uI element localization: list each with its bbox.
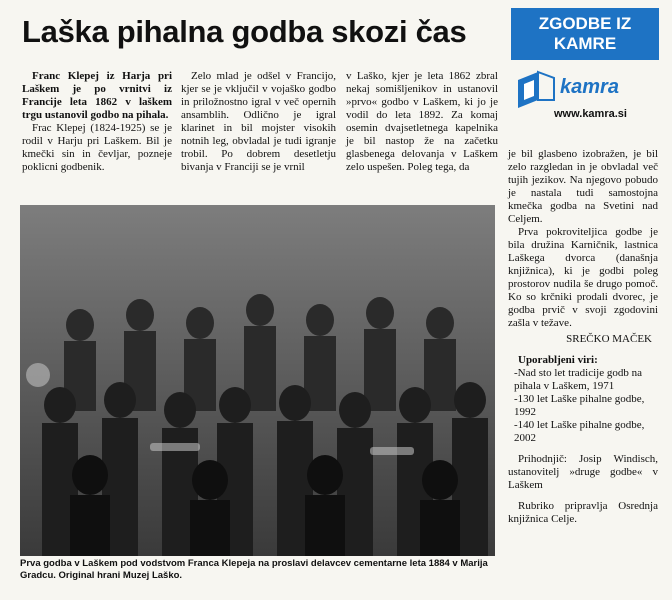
column-1 [22, 70, 172, 174]
column-credit: Rubriko pripravlja Osrednja knjižnica Celje. [508, 500, 658, 525]
article-paragraph: v Laško, kjer je leta 1862 zbral nekaj somišljenikov in ustanovil »prvo« godbo v Laškem, ki jo je vodil do leta 1892. Za komaj osemin dvajsetletnega kapelnika je bil nastop že na začetku glasbenega delovanja v Laškem zelo uspešen. Poleg tega, da [346, 70, 498, 173]
source-item: -130 let Laške pihalne godbe, 1992 [514, 393, 645, 418]
kamra-logo-icon [514, 70, 558, 108]
article-paragraph: Zelo mlad je odšel v Francijo, kjer se je vključil v vojaško godbo in priložnostno igral v več opernih ansamblih. Odlično je igral klarinet in bil mojster visokih notnih leg, obvladal je tudi igranje trobil. Po dobrem desetletju bivanja v Franciji se je vrnil [181, 70, 336, 173]
author-byline: SREČKO MAČEK [566, 333, 652, 345]
kamra-logo-word: kamra [560, 76, 619, 98]
lead-paragraph: Franc Klepej iz Harja pri Laškem je po vrnitvi iz Francije leta 1862 v laškem trgu ustanovil godbo na pihala. [22, 70, 172, 121]
column-2 [181, 70, 336, 174]
section-badge [511, 8, 659, 60]
next-episode-note: Prihodnjič: Josip Windisch, ustanovitelj »druge godbe« v Laškem [508, 453, 658, 491]
page-title: Laška pihalna godba skozi čas [22, 14, 467, 49]
kamra-logo [514, 70, 662, 130]
article-paragraph: Prva pokroviteljica godbe je bila družina Karničnik, lastnica Laškega dvorca (današnja knjižnica), ki je godbi poleg prostorov nudila še drugo pomoč. Ko so krčniki prodali dvorec, je godba prvič v svoji zgodovini zašla v težave. [508, 226, 658, 329]
photo-caption: Prva godba v Laškem pod vodstvom Franca Klepeja na proslavi delavcev cementarne leta 1884 v Marija Gradcu. Original hrani Muzej Laško. [20, 558, 488, 581]
band-photo-illustration [20, 205, 495, 556]
historic-band-photo [20, 205, 495, 556]
article-paragraph: je bil glasbeno izobražen, je bil zelo razgledan in je obvladal več tujih jezikov. Na njegovo pobudo je nastala tudi samostojna kmečka godba na Svetini nad Celjem. [508, 148, 658, 225]
section-badge-line2: KAMRE [553, 34, 617, 53]
section-badge-line1: ZGODBE IZ [538, 14, 632, 33]
sources-heading: Uporabljeni viri: [518, 354, 598, 366]
source-item: -140 let Laške pihalne godbe, 2002 [514, 419, 645, 444]
source-item: -Nad sto let tradicije godb na pihala v Laškem, 1971 [514, 367, 642, 392]
kamra-url[interactable]: www.kamra.si [554, 108, 627, 120]
column-3 [346, 70, 498, 174]
article-paragraph: Frac Klepej (1824-1925) se je rodil v Harju pri Laškem. Bil je kmečki sin in čevljar, pozneje poklicni godbenik. [22, 122, 172, 173]
column-4 [508, 148, 658, 526]
